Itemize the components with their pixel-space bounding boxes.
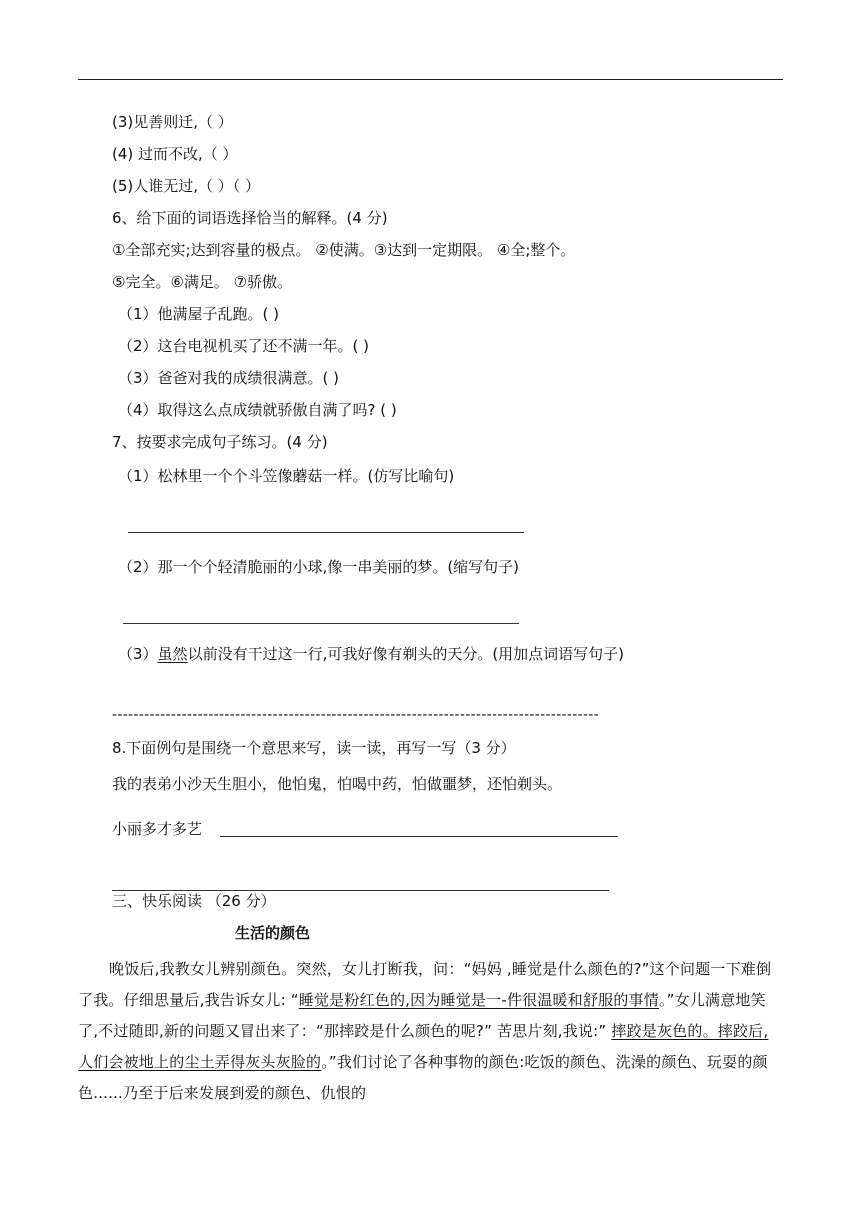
q6-item-1: （1）他满屋子乱跑。( ) xyxy=(118,305,280,323)
passage-text-3: 。”我们讨论了各种事物的颜色:吃饭的颜色、洗澡的颜色、玩耍的颜色......乃至于后来发展到爱的颜色、仇恨的 xyxy=(78,1053,768,1102)
q7-item-3 xyxy=(118,643,624,665)
header-rule xyxy=(78,79,783,80)
q8-prompt: 小丽多才多艺 xyxy=(112,820,203,838)
q5-item-5: (5)人谁无过,（ ）（ ） xyxy=(112,177,261,195)
q6-options-line-1: ①全部充实;达到容量的极点。 ②使满。③达到一定期限。 ④全;整个。 xyxy=(112,241,576,259)
q6-item-4: （4）取得这么点成绩就骄傲自满了吗? ( ) xyxy=(118,401,397,419)
q7-answer-line-2[interactable] xyxy=(123,623,519,624)
q8-answer-line-1[interactable] xyxy=(220,836,618,837)
q6-heading: 6、给下面的词语选择恰当的解释。(4 分) xyxy=(112,209,388,227)
q6-item-3: （3）爸爸对我的成绩很满意。( ) xyxy=(118,369,340,387)
passage-text-1: 晚饭后,我教女儿辨别颜色。突然，女儿打断我，问：“妈妈 ,睡觉是什么颜色的?”这个问题一下难倒了我。仔细思量后,我告诉女儿: “ xyxy=(78,960,772,1009)
passage-underlined-2: 摔跤是灰色的。摔跤后,人们会被地上的尘土弄得灰头灰脸的 xyxy=(78,1022,769,1071)
q7-heading: 7、按要求完成句子练习。(4 分) xyxy=(112,433,328,451)
passage-text-2: 。”女儿满意地笑了,不过随即,新的问题又冒出来了：“那摔跤是什么颜色的呢?” 苦思片刻,我说:” xyxy=(78,991,766,1040)
q8-example: 我的表弟小沙天生胆小，他怕鬼，怕喝中药，怕做噩梦，还怕剃头。 xyxy=(112,775,563,793)
passage-title: 生活的颜色 xyxy=(235,924,311,942)
q5-item-4: (4) 过而不改,（ ） xyxy=(112,145,238,163)
q7-item-3-prefix: （3） xyxy=(118,645,158,663)
q7-item-2: （2）那一个个轻清脆丽的小球,像一串美丽的梦。(缩写句子) xyxy=(118,558,520,576)
q7-item-1: （1）松林里一个个斗笠像蘑菇一样。(仿写比喻句) xyxy=(118,467,455,485)
q6-item-2: （2）这台电视机买了还不满一年。( ) xyxy=(118,337,370,355)
q8-heading: 8.下面例句是围绕一个意思来写，读一读，再写一写（3 分） xyxy=(112,739,516,757)
q6-options-line-2: ⑤完全。⑥满足。 ⑦骄傲。 xyxy=(112,273,293,291)
q5-item-3: (3)见善则迁,（ ） xyxy=(112,113,233,131)
passage-paragraph xyxy=(78,954,783,1109)
q7-item-3-marked-word: 虽然 xyxy=(157,645,188,663)
passage-underlined-1: 睡觉是粉红色的,因为睡觉是一-件很温暖和舒服的事情 xyxy=(298,991,659,1009)
q7-answer-line-1[interactable] xyxy=(128,532,524,533)
section-3-heading: 三、快乐阅读 （26 分） xyxy=(112,892,276,910)
dashed-separator: ------------------------------------------------------------------------------------------- xyxy=(112,707,600,723)
q7-item-3-rest: 以前没有干过这一行,可我好像有剃头的天分。(用加点词语写句子) xyxy=(187,645,625,663)
